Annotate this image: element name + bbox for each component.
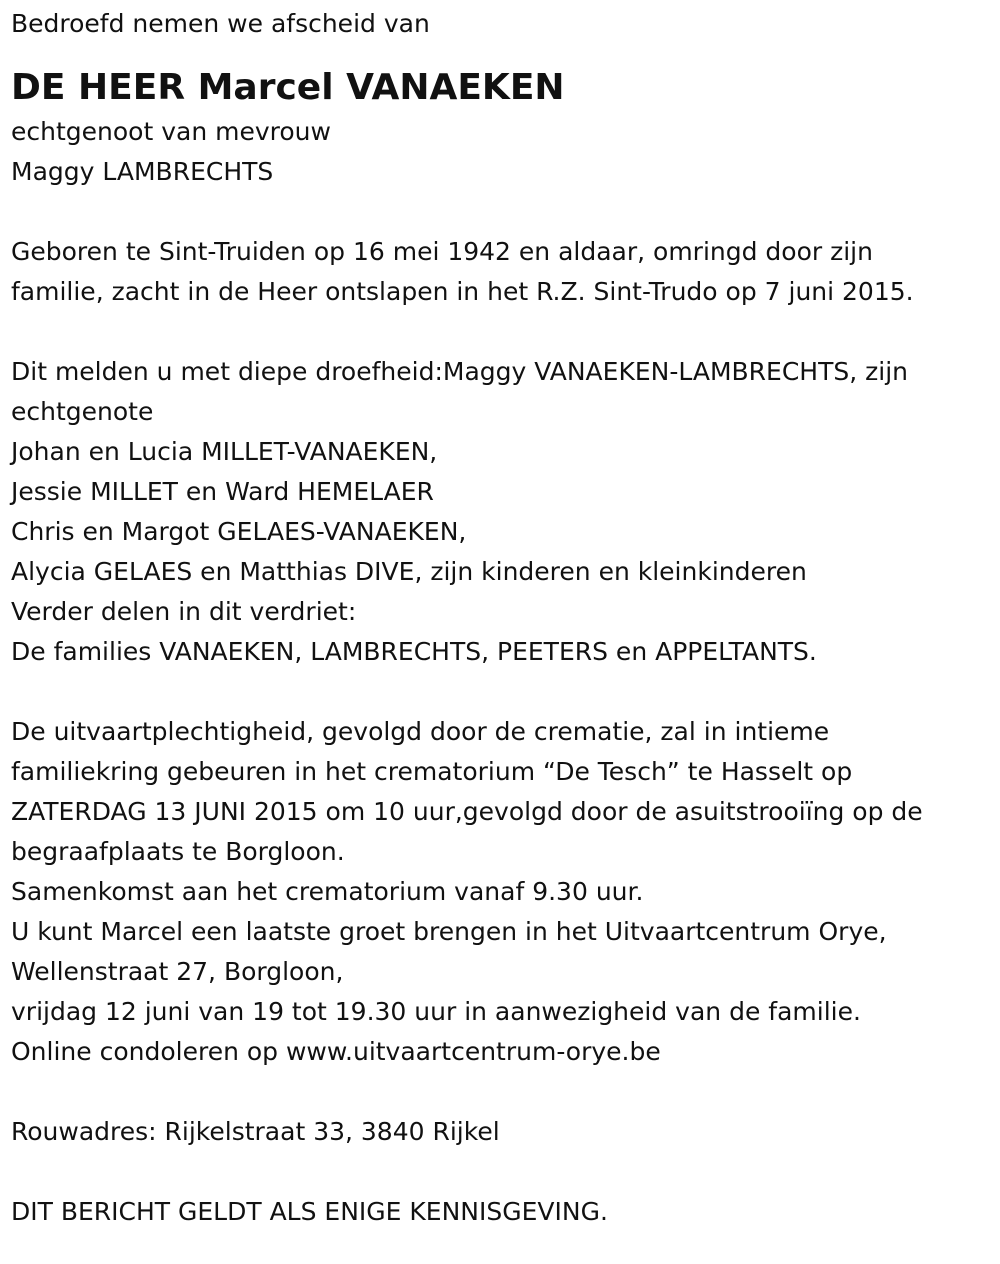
intro-text: Bedroefd nemen we afscheid van <box>11 9 430 38</box>
ceremony-line: Online condoleren op www.uitvaartcentrum-orye.be <box>11 1037 661 1066</box>
ceremony-line: ZATERDAG 13 JUNI 2015 om 10 uur,gevolgd door de asuitstrooiïng op de <box>11 797 923 826</box>
spacer <box>11 312 986 352</box>
deceased-name: DE HEER Marcel VANAEKEN <box>11 67 565 108</box>
ceremony-line: U kunt Marcel een laatste groet brengen in het Uitvaartcentrum Orye, <box>11 917 887 946</box>
ceremony-line: vrijdag 12 juni van 19 tot 19.30 uur in aanwezigheid van de familie. <box>11 997 861 1026</box>
family-line: Jessie MILLET en Ward HEMELAER <box>11 477 434 506</box>
family-line: Verder delen in dit verdriet: <box>11 597 357 626</box>
birth-death-line: familie, zacht in de Heer ontslapen in het R.Z. Sint-Trudo op 7 juni 2015. <box>11 277 914 306</box>
ceremony-line: begraafplaats te Borgloon. <box>11 837 345 866</box>
family-line: De families VANAEKEN, LAMBRECHTS, PEETERS en APPELTANTS. <box>11 637 817 666</box>
family-line: echtgenote <box>11 397 154 426</box>
spouse-line: Maggy LAMBRECHTS <box>11 157 274 186</box>
spacer <box>11 1072 986 1112</box>
family-line: Chris en Margot GELAES-VANAEKEN, <box>11 517 467 546</box>
family-line: Alycia GELAES en Matthias DIVE, zijn kinderen en kleinkinderen <box>11 557 807 586</box>
closing-statement: DIT BERICHT GELDT ALS ENIGE KENNISGEVING. <box>11 1197 608 1226</box>
spacer <box>11 672 986 712</box>
ceremony-line: familiekring gebeuren in het crematorium “De Tesch” te Hasselt op <box>11 757 853 786</box>
birth-death-line: Geboren te Sint-Truiden op 16 mei 1942 en aldaar, omringd door zijn <box>11 237 873 266</box>
spouse-line: echtgenoot van mevrouw <box>11 117 331 146</box>
family-line: Dit melden u met diepe droefheid:Maggy VANAEKEN-LAMBRECHTS, zijn <box>11 357 908 386</box>
ceremony-line: De uitvaartplechtigheid, gevolgd door de crematie, zal in intieme <box>11 717 830 746</box>
spacer <box>11 1152 986 1192</box>
death-notice <box>11 4 986 1232</box>
mourning-address: Rouwadres: Rijkelstraat 33, 3840 Rijkel <box>11 1117 500 1146</box>
spacer <box>11 192 986 232</box>
family-line: Johan en Lucia MILLET-VANAEKEN, <box>11 437 438 466</box>
ceremony-line: Wellenstraat 27, Borgloon, <box>11 957 344 986</box>
ceremony-line: Samenkomst aan het crematorium vanaf 9.30 uur. <box>11 877 644 906</box>
